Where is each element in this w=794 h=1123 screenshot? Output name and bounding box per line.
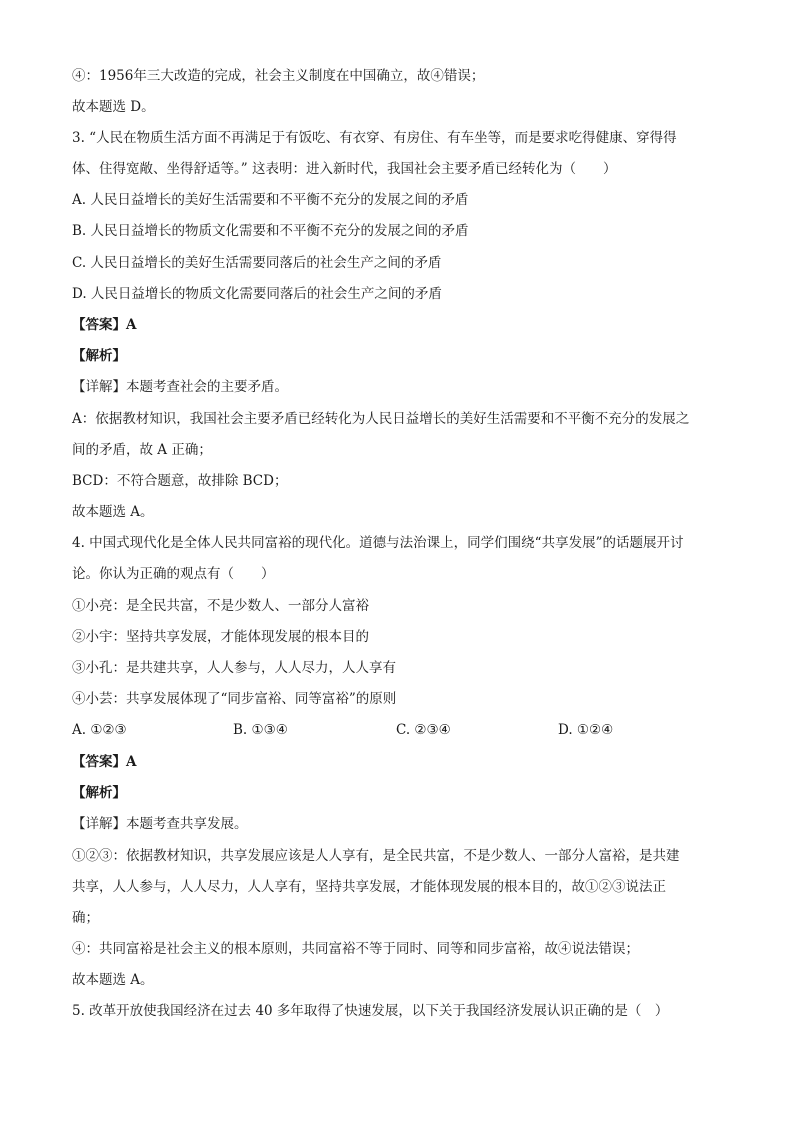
statement-1: ①小亮：是全民共富，不是少数人、一部分人富裕 bbox=[72, 598, 369, 614]
option-c: C. 人民日益增长的美好生活需要同落后的社会生产之间的矛盾 bbox=[72, 255, 442, 271]
option-b: B. ①③④ bbox=[233, 722, 288, 738]
analysis-label: 【解析】 bbox=[72, 785, 126, 801]
analysis-label: 【解析】 bbox=[72, 348, 126, 364]
statement-2: ②小宇：坚持共享发展，才能体现发展的根本目的 bbox=[72, 629, 369, 645]
question-4-stem: 论。你认为正确的观点有（ ） bbox=[72, 566, 275, 582]
text-line: 故本题选 D。 bbox=[72, 99, 155, 115]
question-5-stem: 5. 改革开放使我国经济在过去 40 多年取得了快速发展，以下关于我国经济发展认识正确的是（ ） bbox=[72, 1003, 669, 1019]
question-3-stem: 3. “人民在物质生活方面不再满足于有饭吃、有衣穿、有房住、有车坐等，而是要求吃得健康、穿得得 bbox=[72, 130, 677, 146]
answer-label: 【答案】A bbox=[72, 317, 137, 333]
statement-3: ③小孔：是共建共享，人人参与，人人尽力，人人享有 bbox=[72, 660, 396, 676]
detail-text: 【详解】本题考查共享发展。 bbox=[72, 816, 248, 832]
statement-4: ④小芸：共享发展体现了“同步富裕、同等富裕”的原则 bbox=[72, 691, 397, 707]
detail-text: 共享，人人参与，人人尽力，人人享有，坚持共享发展，才能体现发展的根本目的，故①②③说法正 bbox=[72, 879, 666, 895]
question-4-stem: 4. 中国式现代化是全体人民共同富裕的现代化。道德与法治课上，同学们围绕“共享发展”的话题展开讨 bbox=[72, 535, 684, 551]
detail-text: 【详解】本题考查社会的主要矛盾。 bbox=[72, 379, 288, 395]
detail-text: 故本题选 A。 bbox=[72, 972, 154, 988]
text-line: ④：1956年三大改造的完成，社会主义制度在中国确立，故④错误； bbox=[72, 68, 485, 84]
answer-label: 【答案】A bbox=[72, 754, 137, 770]
option-a: A. 人民日益增长的美好生活需要和不平衡不充分的发展之间的矛盾 bbox=[72, 192, 469, 208]
option-b: B. 人民日益增长的物质文化需要和不平衡不充分的发展之间的矛盾 bbox=[72, 223, 469, 239]
detail-text: ④：共同富裕是社会主义的根本原则，共同富裕不等于同时、同等和同步富裕，故④说法错误； bbox=[72, 941, 639, 957]
detail-text: 故本题选 A。 bbox=[72, 504, 154, 520]
option-a: A. ①②③ bbox=[72, 722, 127, 738]
detail-text: ①②③：依据教材知识，共享发展应该是人人享有，是全民共富，不是少数人、一部分人富裕，是共建 bbox=[72, 848, 680, 864]
question-3-stem: 体、住得宽敞、坐得舒适等。” 这表明：进入新时代，我国社会主要矛盾已经转化为（ ） bbox=[72, 161, 617, 177]
option-d: D. ①②④ bbox=[558, 722, 614, 738]
detail-text: 确； bbox=[72, 910, 99, 926]
detail-text: 间的矛盾，故 A 正确； bbox=[72, 442, 212, 458]
detail-text: A：依据教材知识，我国社会主要矛盾已经转化为人民日益增长的美好生活需要和不平衡不充分的发展之 bbox=[72, 411, 690, 427]
detail-text: BCD：不符合题意，故排除 BCD； bbox=[72, 473, 288, 489]
option-d: D. 人民日益增长的物质文化需要同落后的社会生产之间的矛盾 bbox=[72, 286, 442, 302]
option-c: C. ②③④ bbox=[396, 722, 451, 738]
